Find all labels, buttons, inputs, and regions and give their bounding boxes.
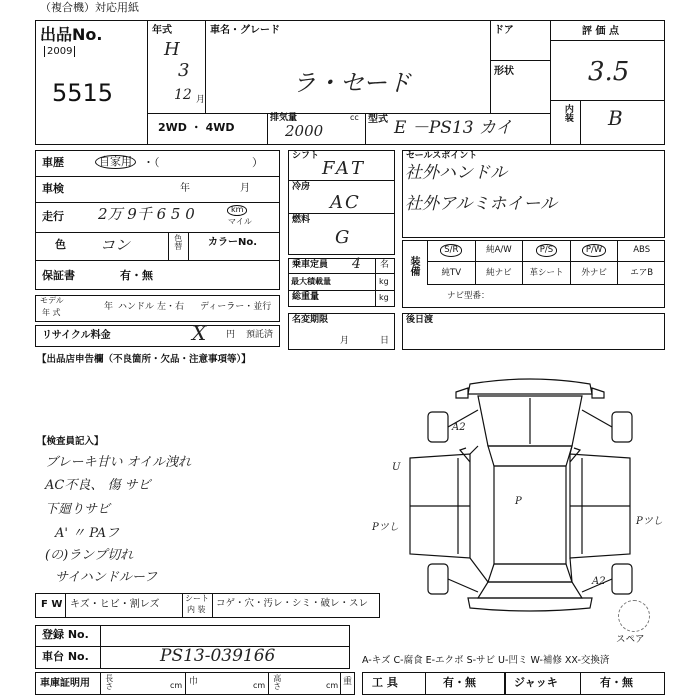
model-value: E －PS13 カイ — [394, 118, 513, 138]
equipment-genuine-navi: 純ナビ — [486, 267, 512, 278]
tools-options: 有・無 — [443, 676, 476, 689]
lot-number-label: 出品No. — [40, 25, 103, 44]
divider — [550, 40, 665, 41]
navi-model-label: ナビ型番： — [447, 291, 490, 302]
garage-weight-label: 重 — [343, 677, 353, 687]
inspection-year-unit: 年 — [180, 183, 190, 194]
front-bumper-right-corner — [592, 388, 604, 398]
displacement-value: 2000 — [285, 122, 324, 140]
fw-label: F W — [41, 599, 63, 610]
history-private-circled: 自家用 — [95, 155, 136, 169]
lot-number: 5515 — [52, 79, 114, 107]
displacement-label: 排気量 — [270, 113, 298, 123]
equipment-abs: ABS — [633, 245, 651, 256]
color-value: コン — [100, 236, 131, 254]
drive-options: 2WD ・ 4WD — [158, 121, 235, 134]
divider — [212, 593, 213, 618]
equipment-genuine-aw: 純A/W — [486, 245, 512, 256]
equipment-cell — [475, 262, 523, 285]
score-value: 3.5 — [588, 57, 630, 87]
equipment-aftermarket-navi: 外ナビ — [581, 267, 607, 278]
color-number-label: カラーNo. — [208, 237, 258, 248]
sales-point-item: 社外アルミホイール — [405, 194, 557, 214]
fuel-value: G — [335, 227, 350, 248]
divider — [35, 202, 280, 203]
equipment-sunroof: S/R — [440, 244, 462, 256]
gross-weight-label: 総重量 — [292, 292, 320, 302]
rear-left-tire — [428, 564, 448, 594]
model-year-label-top: モデル — [40, 296, 64, 305]
equipment-power-steering: P/S — [536, 244, 557, 256]
damage-mark-front-left: A2 — [452, 422, 466, 433]
roof — [494, 466, 566, 564]
divider — [550, 100, 665, 101]
model-year-label-bottom: 年 式 — [42, 308, 61, 317]
year-era: H — [164, 39, 180, 60]
equipment-leather-seat: 革シート — [529, 267, 564, 278]
inspector-notes-label: 【検査員記入】 — [37, 436, 104, 447]
capacity-value: 4 — [352, 256, 361, 272]
seat-label-bottom: 内 装 — [187, 605, 206, 614]
later-delivery-label: 後日渡 — [406, 315, 434, 325]
equipment-cell — [427, 262, 475, 285]
recycle-status: 預託済 — [246, 330, 274, 340]
damage-mark-left-door: Pツし — [372, 522, 399, 533]
damage-legend: A-キズ C-腐食 E-エクボ S-サビ U-凹ミ W-補修 XX-交換済 — [362, 655, 610, 666]
shift-label: シフト — [292, 151, 320, 161]
fw-options: キズ・ヒビ・割レズ — [70, 599, 160, 610]
mileage-value: 2万 9千 6 5 0 — [98, 205, 195, 223]
inspector-note-line: (の)ランプ切れ — [45, 548, 134, 563]
import-options: ディーラー・並行 — [200, 302, 272, 312]
shift-value: FAT — [322, 158, 366, 179]
rear-window — [488, 564, 572, 582]
inspection-label: 車検 — [42, 182, 64, 195]
sales-point-item: 社外ハンドル — [405, 163, 507, 183]
fuel-label: 燃料 — [292, 215, 311, 225]
car-name-label: 車名・グレード — [210, 25, 280, 36]
navi-model-cell — [427, 285, 665, 308]
equipment-cell — [617, 262, 665, 285]
aircon-label: 冷房 — [292, 182, 311, 192]
divider — [185, 672, 186, 695]
divider — [268, 672, 269, 695]
history-other: ・（ — [143, 156, 160, 169]
form-title: （複合機）対応用紙 — [40, 1, 139, 14]
jack-options: 有・無 — [600, 676, 633, 689]
equipment-genuine-tv: 純TV — [441, 267, 462, 278]
registration-label: 登録 No. — [42, 628, 89, 641]
divider — [168, 232, 169, 260]
divider — [147, 113, 550, 114]
jack-label: ジャッキ — [514, 676, 558, 689]
car-damage-diagram — [370, 370, 670, 615]
aircon-value: AC — [330, 192, 361, 213]
rear-left-fender — [448, 558, 488, 592]
model-label: 型式 — [368, 114, 388, 125]
year-value: 3 — [178, 60, 190, 81]
equipment-cell — [570, 240, 618, 262]
garage-width-label: 巾 — [189, 677, 199, 687]
garage-height-unit: cm — [326, 681, 339, 690]
chassis-number: PS13-039166 — [160, 646, 276, 666]
equipment-airbag: エアB — [630, 267, 654, 278]
mileage-unit-km-circled: km — [227, 205, 247, 216]
equipment-cell — [522, 262, 570, 285]
front-bumper — [468, 379, 592, 394]
name-change-label: 名変期限 — [292, 315, 329, 325]
damage-mark-left-side: U — [392, 462, 401, 473]
equipment-cell — [617, 240, 665, 262]
equipment-power-window: P/W — [582, 244, 606, 256]
score-label: 評 価 点 — [582, 26, 619, 37]
model-year-unit: 年 — [104, 302, 114, 312]
interior-label: 内装 — [562, 104, 573, 122]
name-change-day-unit: 日 — [380, 336, 390, 346]
damage-mark-right-door: Pツし — [636, 516, 663, 527]
history-label: 車歴 — [42, 156, 64, 169]
divider — [580, 100, 581, 145]
damage-mark-rear-right: A2 — [592, 576, 606, 587]
garage-length-label: 長さ — [104, 674, 114, 690]
color-change-label: 色替 — [173, 234, 183, 250]
warranty-options: 有・無 — [120, 269, 153, 282]
year-month: 12 — [174, 87, 192, 103]
month-unit: 月 — [196, 95, 206, 105]
divider — [182, 593, 183, 618]
divider — [375, 258, 376, 307]
max-load-label: 最大積載量 — [291, 277, 331, 286]
mileage-unit-mile: マイル — [228, 217, 252, 226]
divider — [35, 260, 280, 261]
rear-right-fender — [570, 558, 612, 592]
windshield — [488, 446, 572, 466]
divider — [288, 273, 395, 274]
sales-points-label: セールスポイント — [406, 151, 478, 161]
warranty-label: 保証書 — [42, 269, 75, 282]
divider — [365, 113, 366, 145]
divider — [147, 20, 148, 145]
door-label: ドア — [494, 25, 514, 36]
spare-tire-icon — [618, 600, 650, 632]
damage-mark-roof: P — [515, 496, 522, 507]
spare-label: スペア — [616, 634, 645, 645]
gross-weight-unit: kg — [379, 293, 389, 302]
divider — [490, 20, 491, 113]
shape-label: 形状 — [494, 66, 514, 77]
recycle-unit: 円 — [226, 330, 236, 340]
garage-label: 車庫証明用 — [40, 678, 90, 689]
garage-length-unit: cm — [170, 681, 183, 690]
seat-options: コゲ・穴・汚レ・シミ・破レ・スレ — [216, 598, 369, 609]
year-stamp: 2009 — [44, 46, 75, 57]
divider — [188, 232, 189, 260]
recycle-value: X — [192, 321, 207, 345]
divider — [35, 232, 280, 233]
divider — [490, 60, 550, 61]
front-right-fender — [570, 410, 612, 454]
mileage-label: 走行 — [42, 210, 64, 223]
later-delivery-box — [402, 313, 665, 350]
equipment-cell — [427, 240, 475, 262]
seller-notes-label: 【出品店申告欄（不良箇所・欠品・注意事項等）】 — [37, 354, 251, 365]
divider — [205, 20, 206, 113]
equipment-cell — [570, 262, 618, 285]
color-label: 色 — [55, 238, 66, 251]
inspector-note-line: A' 〃 PAフ — [55, 526, 120, 541]
max-load-unit: kg — [379, 277, 389, 286]
inspector-note-line: サイハンドルーフ — [55, 570, 158, 585]
divider — [100, 672, 101, 695]
divider — [340, 672, 341, 695]
handle-options: 左・右 — [157, 302, 185, 312]
garage-width-unit: cm — [253, 681, 266, 690]
inspector-note-line: AC不良、 傷 サビ — [45, 478, 151, 493]
capacity-unit: 名 — [380, 260, 390, 270]
trunk — [478, 582, 582, 598]
name-change-month-unit: 月 — [340, 336, 350, 346]
front-bumper-left-corner — [456, 388, 468, 398]
inspector-note-line: 下廻りサビ — [45, 502, 111, 517]
chassis-label: 車台 No. — [42, 650, 89, 663]
car-name-value: ラ・セード — [292, 69, 412, 97]
year-label: 年式 — [152, 25, 172, 36]
divider — [35, 176, 280, 177]
divider — [550, 20, 551, 145]
inspection-month-unit: 月 — [240, 183, 250, 194]
equipment-cell — [522, 240, 570, 262]
seat-label-top: シート — [185, 594, 209, 603]
divider — [425, 672, 426, 695]
equipment-cell — [475, 240, 523, 262]
handle-label: ハンドル — [118, 302, 155, 312]
rear-right-tire — [612, 564, 632, 594]
rear-bumper — [468, 598, 592, 611]
equipment-grid — [427, 240, 665, 308]
interior-value: B — [608, 106, 623, 130]
equipment-label: 装備 — [408, 256, 419, 276]
divider — [580, 672, 581, 695]
garage-height-label: 高さ — [272, 674, 282, 690]
front-right-tire — [612, 412, 632, 442]
inspector-note-line: ブレーキ甘い オイル洩れ — [45, 455, 191, 470]
divider — [267, 113, 268, 145]
displacement-unit: cc — [350, 113, 359, 122]
recycle-label: リサイクル料金 — [42, 330, 111, 341]
tools-label: 工 具 — [372, 676, 398, 689]
divider — [100, 625, 101, 669]
front-left-tire — [428, 412, 448, 442]
divider — [65, 593, 66, 618]
history-close: ） — [252, 156, 263, 169]
capacity-label: 乗車定員 — [292, 260, 329, 270]
